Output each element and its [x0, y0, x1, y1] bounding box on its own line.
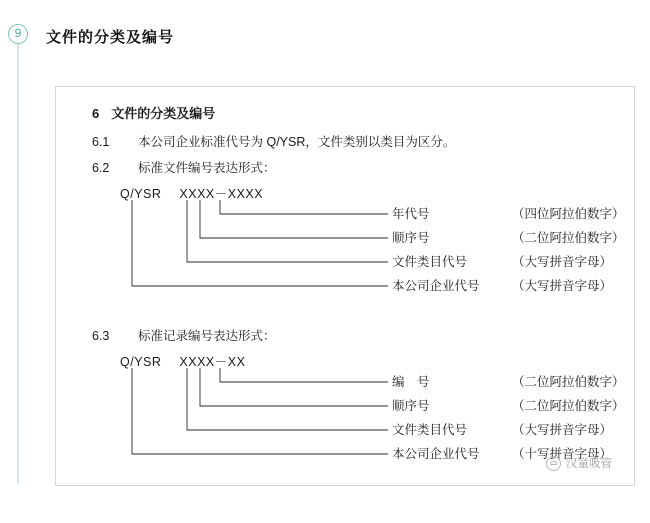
code-body-file: XXXX－XXXX — [179, 187, 264, 201]
code-prefix-record: Q/YSR — [120, 355, 162, 369]
legend-note: （大写拼音字母） — [512, 279, 613, 293]
legend-label: 本公司企业代号 — [392, 447, 480, 461]
watermark — [546, 455, 612, 471]
legend-item — [392, 418, 625, 442]
clause-6-3 — [92, 326, 612, 344]
code-prefix-file: Q/YSR — [120, 187, 162, 201]
clause-6-2 — [92, 158, 612, 176]
clause-6-1 — [92, 132, 612, 150]
clause-6-1-number: 6.1 — [92, 135, 110, 149]
legend-note: （四位阿拉伯数字） — [512, 207, 625, 221]
legend-label: 顺序号 — [392, 231, 430, 245]
legend-item — [392, 226, 625, 250]
numbering-diagram-file — [92, 184, 625, 312]
cup-logo-icon — [546, 456, 561, 471]
section-heading — [92, 103, 612, 122]
legend-note: （大写拼音字母） — [512, 255, 613, 269]
code-body-record: XXXX－XX — [179, 355, 246, 369]
legend-item — [392, 274, 625, 298]
document-body — [92, 103, 625, 486]
step-marker: 9 — [8, 24, 28, 44]
legend-note: （大写拼音字母） — [512, 423, 613, 437]
legend-label: 本公司企业代号 — [392, 279, 480, 293]
clause-6-2-text: 标准文件编号表达形式： — [138, 161, 276, 175]
legend-note: （二位阿拉伯数字） — [512, 231, 625, 245]
code-sample-file — [120, 184, 263, 202]
numbering-diagram-record — [92, 352, 625, 480]
legend-label: 文件类目代号 — [392, 255, 468, 269]
legend-note: （二位阿拉伯数字） — [512, 375, 625, 389]
section-title: 文件的分类及编号 — [111, 106, 216, 121]
legend-item — [392, 250, 625, 274]
legend-item — [392, 202, 625, 226]
legend-item — [392, 370, 625, 394]
legend-label: 年代号 — [392, 207, 430, 221]
page-title: 文件的分类及编号 — [46, 29, 175, 46]
legend-label: 文件类目代号 — [392, 423, 468, 437]
legend-item — [392, 394, 625, 418]
clause-6-3-text: 标准记录编号表达形式： — [138, 329, 276, 343]
legend-note: （十写拼音字母） — [512, 447, 613, 461]
document-card — [55, 86, 635, 486]
legend-label: 编 号 — [392, 375, 430, 389]
watermark-text: 汉童吸管 — [566, 458, 612, 470]
legend-label: 顺序号 — [392, 399, 430, 413]
clause-6-3-number: 6.3 — [92, 329, 110, 343]
legend-file — [392, 202, 625, 298]
clause-6-1-text: 本公司企业标准代号为 Q/YSR，文件类别以类目为区分。 — [138, 135, 456, 149]
section-number: 6 — [92, 106, 100, 121]
page-header — [0, 0, 650, 62]
code-sample-record — [120, 352, 245, 370]
clause-6-2-number: 6.2 — [92, 161, 110, 175]
legend-record — [392, 370, 625, 466]
timeline-rail — [17, 24, 19, 484]
legend-note: （二位阿拉伯数字） — [512, 399, 625, 413]
